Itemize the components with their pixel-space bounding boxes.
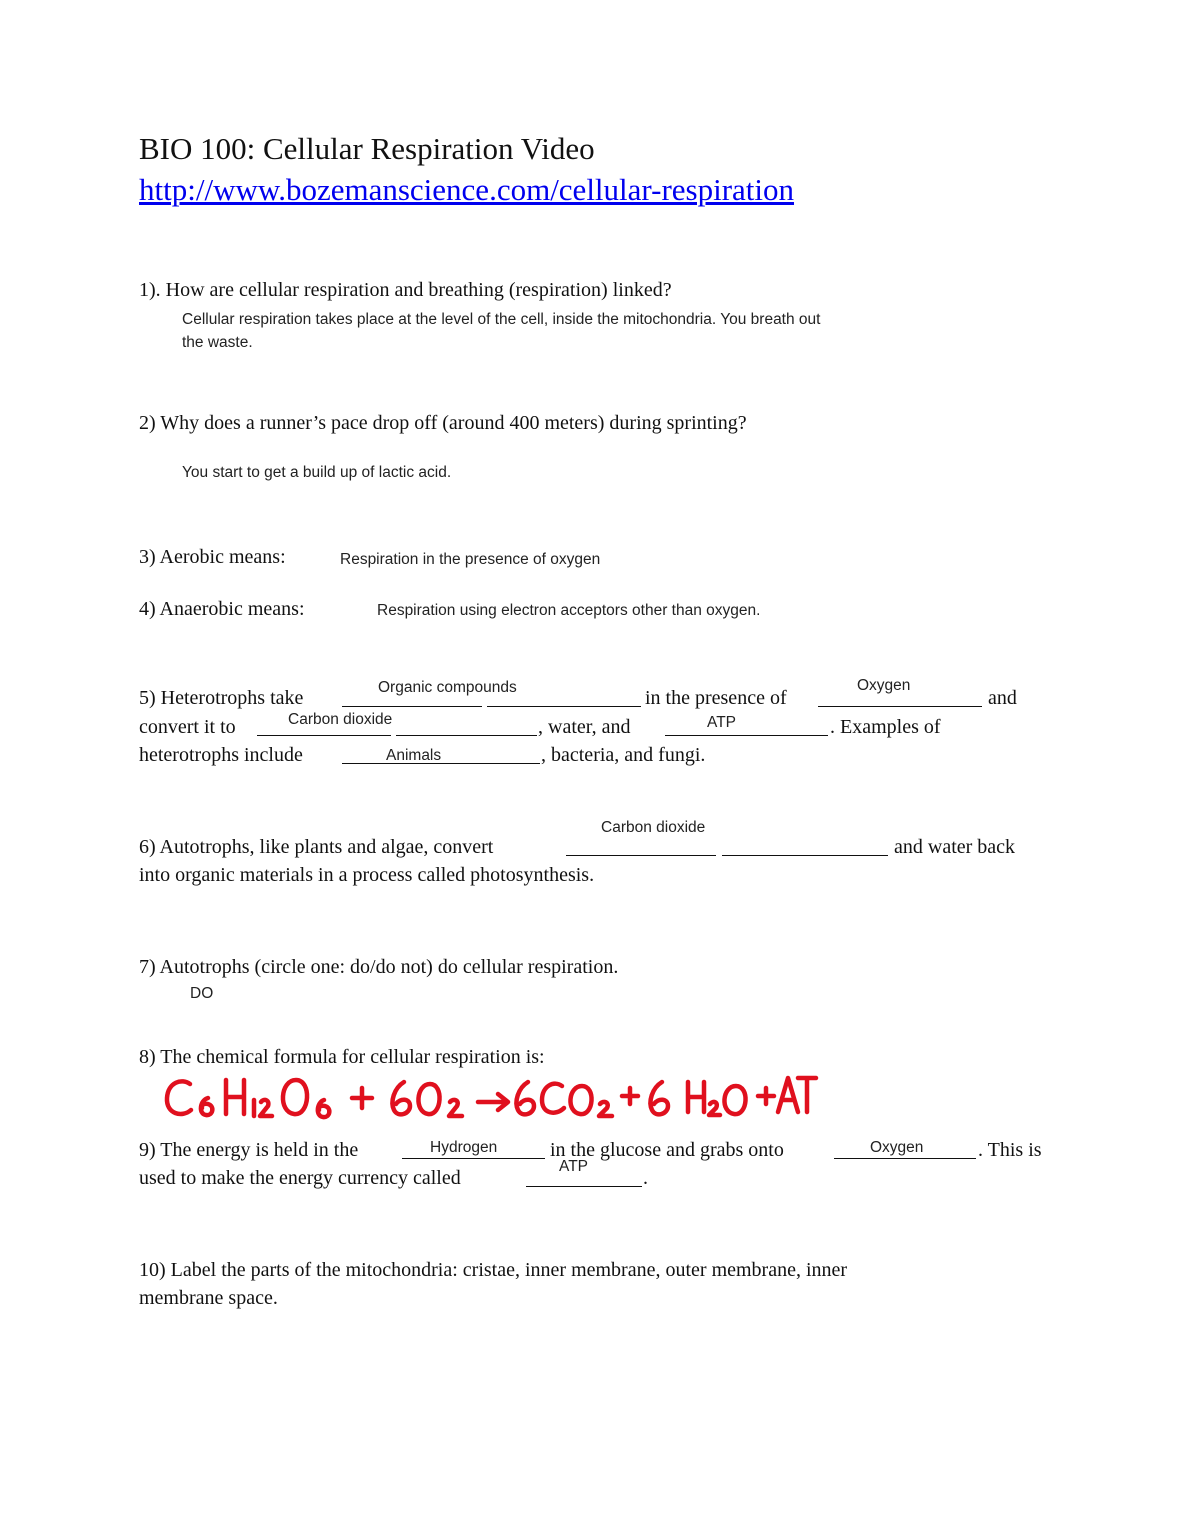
question-5-text-6: . Examples of — [830, 716, 941, 738]
question-5-text-7: heterotrophs include — [139, 744, 303, 766]
fill-oxygen: Oxygen — [857, 677, 911, 694]
question-10-line-2: membrane space. — [139, 1287, 278, 1309]
question-5-text-5: , water, and — [538, 716, 631, 738]
question-5-text-8: , bacteria, and fungi. — [541, 744, 706, 766]
question-3: 3) Aerobic means: — [139, 546, 286, 568]
blank-line — [487, 706, 641, 707]
fill-carbon-dioxide: Carbon dioxide — [288, 711, 393, 728]
blank-line — [834, 1158, 976, 1159]
blank-line — [342, 706, 482, 707]
blank-line — [526, 1186, 642, 1187]
answer-1-line-2: the waste. — [182, 334, 253, 351]
blank-line — [665, 735, 828, 736]
answer-7: DO — [190, 985, 214, 1002]
blank-line — [818, 706, 982, 707]
question-1: 1). How are cellular respiration and breathing (respiration) linked? — [139, 279, 672, 301]
answer-2: You start to get a build up of lactic acid. — [182, 464, 452, 481]
question-5-text-1: 5) Heterotrophs take — [139, 687, 304, 709]
fill-carbon-dioxide-6: Carbon dioxide — [601, 819, 706, 836]
fill-hydrogen: Hydrogen — [430, 1139, 498, 1156]
question-10-line-1: 10) Label the parts of the mitochondria: cristae, inner membrane, outer membrane, inner — [139, 1259, 848, 1281]
question-9-text-4: used to make the energy currency called — [139, 1167, 461, 1189]
question-7: 7) Autotrophs (circle one: do/do not) do cellular respiration. — [139, 956, 619, 978]
question-6-text-2: and water back — [894, 836, 1016, 858]
question-2: 2) Why does a runner’s pace drop off (around 400 meters) during sprinting? — [139, 412, 747, 434]
blank-line — [257, 735, 391, 736]
question-6-text-3: into organic materials in a process called photosynthesis. — [139, 864, 595, 886]
worksheet-title: BIO 100: Cellular Respiration Video — [139, 131, 595, 166]
handwritten-formula — [160, 1062, 820, 1130]
question-9-text-3: . This is — [978, 1139, 1042, 1161]
fill-atp: ATP — [707, 714, 736, 731]
fill-organic-compounds: Organic compounds — [378, 679, 517, 696]
answer-4: Respiration using electron acceptors other than oxygen. — [377, 602, 761, 619]
question-4: 4) Anaerobic means: — [139, 598, 305, 620]
blank-line — [722, 855, 888, 856]
question-5-text-2: in the presence of — [645, 687, 787, 709]
blank-line — [402, 1158, 545, 1159]
fill-oxygen-9: Oxygen — [870, 1139, 924, 1156]
fill-animals: Animals — [386, 747, 442, 764]
question-5-text-3: and — [988, 687, 1017, 709]
question-5-text-4: convert it to — [139, 716, 236, 738]
fill-atp-9: ATP — [559, 1158, 588, 1175]
question-8: 8) The chemical formula for cellular respiration is: — [139, 1046, 545, 1068]
answer-3: Respiration in the presence of oxygen — [340, 551, 601, 568]
blank-line — [396, 735, 537, 736]
question-9-text-5: . — [643, 1167, 648, 1189]
blank-line — [566, 855, 716, 856]
video-link[interactable]: http://www.bozemanscience.com/cellular-respiration — [139, 172, 795, 207]
question-9-text-2: in the glucose and grabs onto — [550, 1139, 784, 1161]
question-6-text-1: 6) Autotrophs, like plants and algae, convert — [139, 836, 494, 858]
question-9-text-1: 9) The energy is held in the — [139, 1139, 359, 1161]
answer-1-line-1: Cellular respiration takes place at the level of the cell, inside the mitochondria. You breath out — [182, 311, 821, 328]
